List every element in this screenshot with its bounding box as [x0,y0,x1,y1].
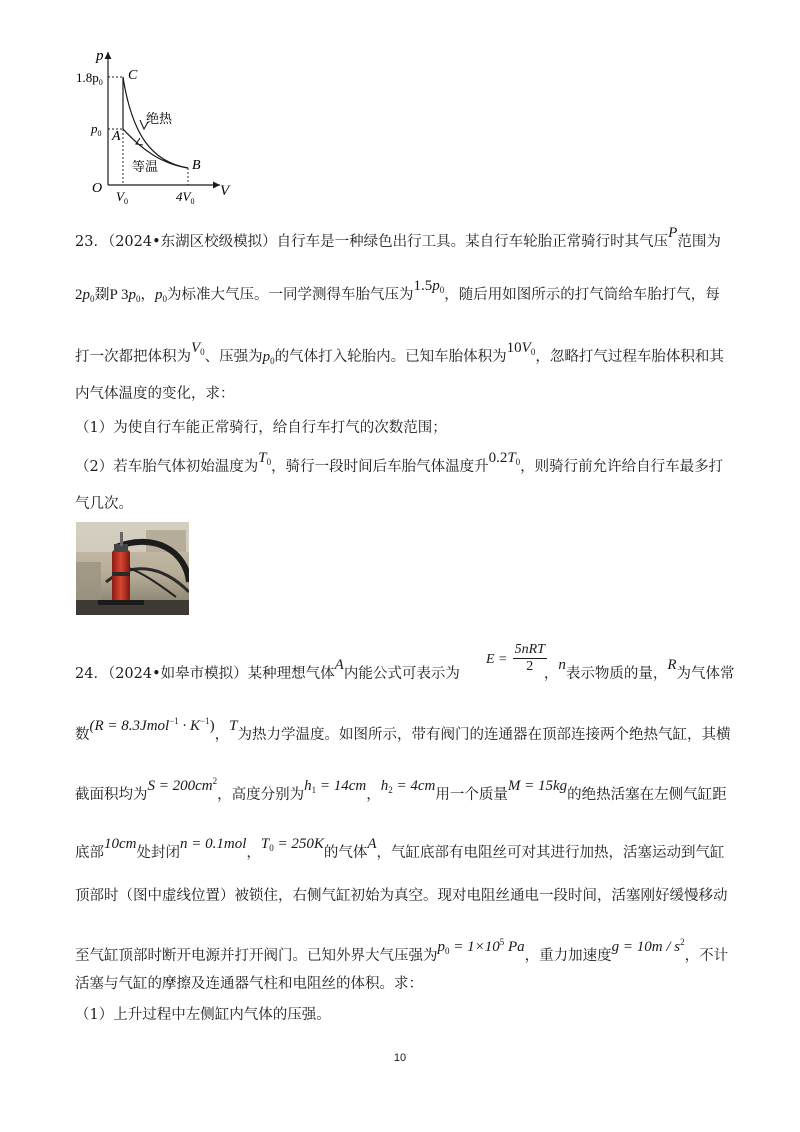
tick-4v0: $4V_0$ [176,189,195,206]
q23-question-2: （2）若车胎气体初始温度为$T_0$，骑行一段时间后车胎气体温度升$0.2T_0$，则骑行前允许给自行车最多打 [75,450,724,475]
q24-line-7: 活塞与气缸的摩擦及连通器气柱和电阻丝的体积。求： [75,976,423,992]
tick-1-8p0: $1.8p_0$ [76,70,103,87]
axis-label-v: V [220,183,230,199]
point-c-label: C [128,68,138,83]
q23-question-1: （1）为使自行车能正常骑行，给自行车打气的次数范围； [75,420,447,436]
q24-energy-formula: E = $\frac{\text{5nRT}}{2}$ [486,642,545,674]
q23-line-4: 内气体温度的变化，求： [75,386,235,402]
q24-question-1: （1）上升过程中左侧缸内气体的压强。 [75,1007,331,1023]
q23-line-1: 23．（2024•东湖区校级模拟）自行车是一种绿色出行工具。某自行车轮胎正常骑行时其气压P范围为 [75,225,721,250]
q24-line-6: 至气缸顶部时断开电源并打开阀门。已知外界大气压强为$p_0 = 1\times 10^5$ Pa，重力加速度$g = 10m / s^2$，不计 [75,937,729,964]
label-isothermal: 等温 [132,159,159,174]
arrow-isothermal [136,138,143,145]
tick-p0: $p_0$ [91,121,102,138]
bicycle-pump-photo [76,522,189,615]
point-b-label: B [192,158,201,173]
q23-question-2-cont: 气几次。 [75,496,133,512]
pv-diagram [70,40,240,210]
page-number: 10 [393,1052,407,1064]
q23-line-2: $2p_0$剟P $3p_0$，$p_0$为标准大气压。一同学测得车胎气压为$1.5p_0$，随后用如图所示的打气筒给车胎打气，每 [75,278,720,304]
origin-label: O [92,181,103,196]
q24-line-5: 顶部时（图中虚线位置）被锁住，右侧气缸初始为真空。现对电阻丝通电一段时间，活塞刚好缓慢移动 [75,888,728,904]
tick-v0: $V_0$ [116,189,128,206]
q24-line-4: 底部10cm处封闭n = 0.1mol，$T_0 = 250K$的气体A，气缸底部有电阻丝可对其进行加热，活塞运动到气缸 [75,836,725,861]
q24-line-1: 24．（2024•如皋市模拟）某种理想气体A内能公式可表示为 ，n表示物质的量，R为气体常 [75,657,735,682]
pump-image [76,522,189,615]
label-adiabatic: 绝热 [146,111,173,126]
point-a-label: A [112,129,121,144]
q23-line-3: 打一次都把体积为$V_0$、压强为$p_0$的气体打入轮胎内。已知车胎体积为$10V_0$，忽略打气过程车胎体积和其 [75,340,724,366]
q24-line-2: 数(R = 8.3Jmol$^{-1}$ · $K^{-1}$)，T为热力学温度。如图所示，带有阀门的连通器在顶部连接两个绝热气缸，其横 [75,716,731,743]
q24-line-3: 截面积均为$S = 200cm^2$，高度分别为$h_1 = 14cm$，$h_2 = 4cm$用一个质量M = 15kg的绝热活塞在左侧气缸距 [75,776,727,803]
axis-label-p: p [96,48,104,64]
energy-fraction: $\frac{\text{5nRT}}{2}$ [514,642,545,674]
